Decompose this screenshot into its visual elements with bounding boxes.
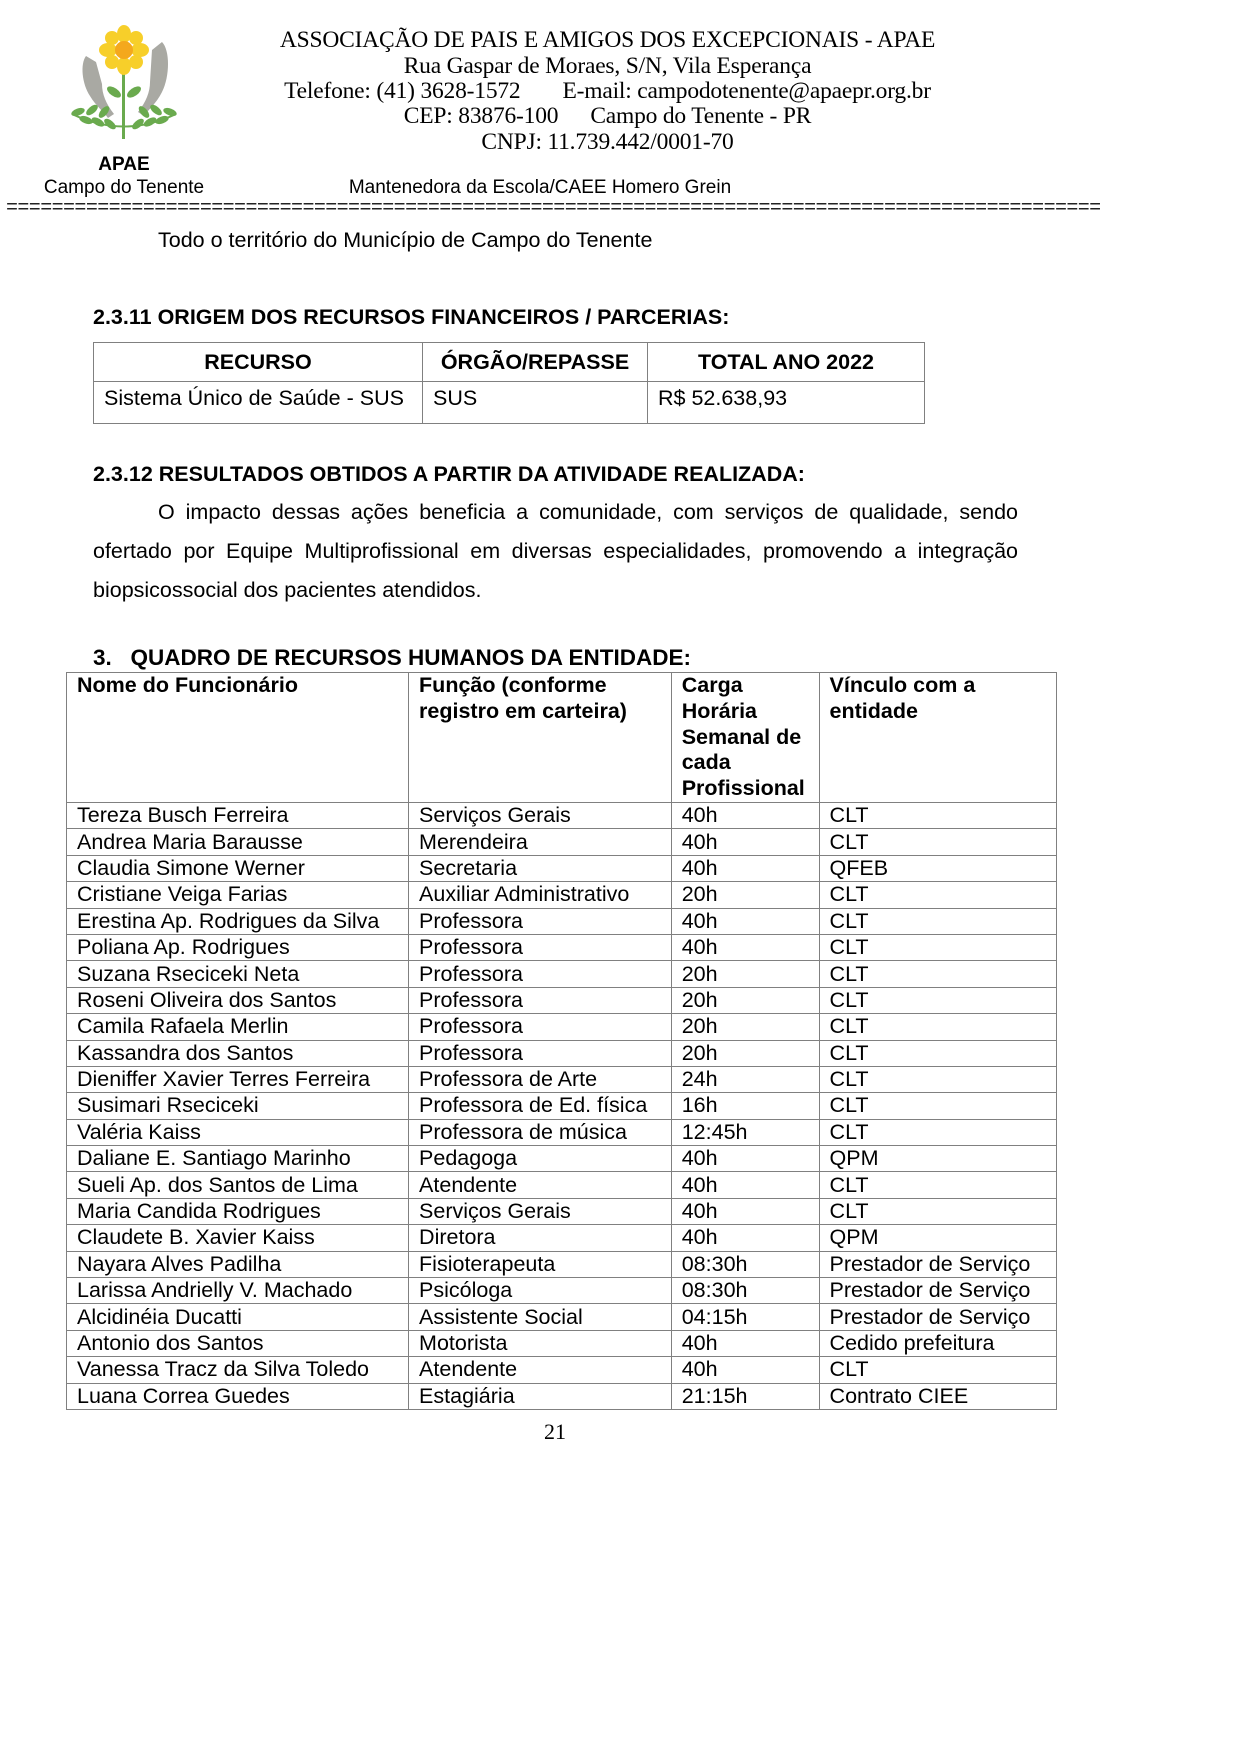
cell-name: Roseni Oliveira dos Santos bbox=[67, 987, 409, 1013]
cell-name: Alcidinéia Ducatti bbox=[67, 1304, 409, 1330]
cell-name: Poliana Ap. Rodrigues bbox=[67, 934, 409, 960]
cell-function: Psicóloga bbox=[409, 1278, 672, 1304]
territory-text: Todo o território do Município de Campo do Tenente bbox=[158, 228, 653, 252]
cell-name: Tereza Busch Ferreira bbox=[67, 802, 409, 828]
cell-function: Professora de Arte bbox=[409, 1066, 672, 1092]
cell-function: Secretaria bbox=[409, 855, 672, 881]
cell-name: Claudia Simone Werner bbox=[67, 855, 409, 881]
cell-total: R$ 52.638,93 bbox=[648, 382, 925, 424]
financial-resources-table bbox=[93, 342, 925, 424]
apae-logo bbox=[62, 14, 186, 144]
table-header-row bbox=[67, 673, 1057, 803]
cell-bond: Cedido prefeitura bbox=[819, 1330, 1056, 1356]
maintainer-line: Mantenedora da Escola/CAEE Homero Grein bbox=[348, 177, 732, 198]
cell-function: Atendente bbox=[409, 1357, 672, 1383]
cell-name: Larissa Andrielly V. Machado bbox=[67, 1278, 409, 1304]
cell-bond: Contrato CIEE bbox=[819, 1383, 1056, 1409]
cell-bond: CLT bbox=[819, 1040, 1056, 1066]
column-header-function: Função (conforme registro em carteira) bbox=[409, 673, 672, 803]
contact-line bbox=[240, 79, 975, 104]
cell-function: Estagiária bbox=[409, 1383, 672, 1409]
cell-hours: 08:30h bbox=[671, 1278, 819, 1304]
table-row bbox=[67, 1198, 1057, 1224]
cell-function: Professora bbox=[409, 908, 672, 934]
table-row bbox=[67, 987, 1057, 1013]
section-2-3-12-heading: 2.3.12 RESULTADOS OBTIDOS A PARTIR DA ATIVIDADE REALIZADA: bbox=[93, 462, 805, 486]
cell-hours: 40h bbox=[671, 908, 819, 934]
cell-bond: CLT bbox=[819, 829, 1056, 855]
column-header-total: TOTAL ANO 2022 bbox=[648, 343, 925, 382]
cell-bond: CLT bbox=[819, 1198, 1056, 1224]
cell-function: Professora bbox=[409, 1014, 672, 1040]
cell-name: Erestina Ap. Rodrigues da Silva bbox=[67, 908, 409, 934]
table-row bbox=[94, 382, 925, 424]
table-row bbox=[67, 1225, 1057, 1251]
cell-bond: CLT bbox=[819, 1066, 1056, 1092]
organization-cnpj: CNPJ: 11.739.442/0001-70 bbox=[481, 129, 734, 155]
organization-phone: Telefone: (41) 3628-1572 bbox=[284, 78, 521, 104]
table-row bbox=[67, 1066, 1057, 1092]
cell-function: Professora de música bbox=[409, 1119, 672, 1145]
cell-function: Professora bbox=[409, 987, 672, 1013]
table-row bbox=[67, 1304, 1057, 1330]
table-row bbox=[67, 961, 1057, 987]
cell-name: Luana Correa Guedes bbox=[67, 1383, 409, 1409]
cell-function: Diretora bbox=[409, 1225, 672, 1251]
cell-bond: CLT bbox=[819, 961, 1056, 987]
cell-name: Nayara Alves Padilha bbox=[67, 1251, 409, 1277]
organization-email[interactable]: E-mail: campodotenente@apaepr.org.br bbox=[562, 78, 931, 104]
cell-bond: Prestador de Serviço bbox=[819, 1278, 1056, 1304]
section-2-3-11-heading: 2.3.11 ORIGEM DOS RECURSOS FINANCEIROS / PARCERIAS: bbox=[93, 305, 730, 329]
cell-function: Professora bbox=[409, 934, 672, 960]
cell-function: Professora bbox=[409, 961, 672, 987]
cell-orgao: SUS bbox=[423, 382, 648, 424]
organization-name: ASSOCIAÇÃO DE PAIS E AMIGOS DOS EXCEPCIONAIS - APAE bbox=[279, 27, 936, 53]
table-row bbox=[67, 802, 1057, 828]
cell-name: Claudete B. Xavier Kaiss bbox=[67, 1225, 409, 1251]
cell-bond: CLT bbox=[819, 908, 1056, 934]
table-row bbox=[67, 855, 1057, 881]
organization-cep: CEP: 83876-100 bbox=[403, 103, 559, 129]
cell-function: Serviços Gerais bbox=[409, 1198, 672, 1224]
human-resources-table bbox=[66, 672, 1057, 1410]
cell-hours: 21:15h bbox=[671, 1383, 819, 1409]
cell-hours: 40h bbox=[671, 1198, 819, 1224]
cell-bond: QPM bbox=[819, 1225, 1056, 1251]
cell-function: Motorista bbox=[409, 1330, 672, 1356]
cell-hours: 40h bbox=[671, 1357, 819, 1383]
cell-hours: 40h bbox=[671, 934, 819, 960]
page-number: 21 bbox=[544, 1419, 566, 1444]
cell-name: Valéria Kaiss bbox=[67, 1119, 409, 1145]
cell-bond: Prestador de Serviço bbox=[819, 1304, 1056, 1330]
cell-name: Vanessa Tracz da Silva Toledo bbox=[67, 1357, 409, 1383]
logo-caption-name: APAE bbox=[98, 154, 150, 175]
table-row bbox=[67, 1119, 1057, 1145]
header-separator: ================================================================================================ bbox=[6, 199, 1101, 219]
cell-hours: 04:15h bbox=[671, 1304, 819, 1330]
results-paragraph bbox=[93, 493, 1018, 610]
cell-bond: Prestador de Serviço bbox=[819, 1251, 1056, 1277]
cell-function: Atendente bbox=[409, 1172, 672, 1198]
table-row bbox=[67, 1014, 1057, 1040]
cell-bond: CLT bbox=[819, 1172, 1056, 1198]
table-row bbox=[67, 1093, 1057, 1119]
column-header-bond: Vínculo com a entidade bbox=[819, 673, 1056, 803]
table-header-row bbox=[94, 343, 925, 382]
logo-caption-city: Campo do Tenente bbox=[43, 177, 205, 198]
cell-bond: QPM bbox=[819, 1146, 1056, 1172]
cell-bond: CLT bbox=[819, 1357, 1056, 1383]
cell-hours: 40h bbox=[671, 1225, 819, 1251]
cell-hours: 40h bbox=[671, 855, 819, 881]
cell-name: Maria Candida Rodrigues bbox=[67, 1198, 409, 1224]
cell-hours: 20h bbox=[671, 987, 819, 1013]
table-row bbox=[67, 1330, 1057, 1356]
cell-hours: 20h bbox=[671, 1040, 819, 1066]
table-row bbox=[67, 1251, 1057, 1277]
cell-name: Suzana Rseciceki Neta bbox=[67, 961, 409, 987]
table-row bbox=[67, 1383, 1057, 1409]
cell-name: Daliane E. Santiago Marinho bbox=[67, 1146, 409, 1172]
cell-hours: 24h bbox=[671, 1066, 819, 1092]
cell-hours: 40h bbox=[671, 1172, 819, 1198]
cell-name: Kassandra dos Santos bbox=[67, 1040, 409, 1066]
cell-bond: CLT bbox=[819, 987, 1056, 1013]
cell-hours: 08:30h bbox=[671, 1251, 819, 1277]
cell-name: Andrea Maria Barausse bbox=[67, 829, 409, 855]
cell-name: Cristiane Veiga Farias bbox=[67, 882, 409, 908]
postal-line bbox=[240, 104, 975, 129]
cell-hours: 40h bbox=[671, 1330, 819, 1356]
cell-name: Sueli Ap. dos Santos de Lima bbox=[67, 1172, 409, 1198]
cell-bond: CLT bbox=[819, 934, 1056, 960]
cell-hours: 12:45h bbox=[671, 1119, 819, 1145]
cell-name: Susimari Rseciceki bbox=[67, 1093, 409, 1119]
table-row bbox=[67, 829, 1057, 855]
cell-function: Fisioterapeuta bbox=[409, 1251, 672, 1277]
cell-function: Assistente Social bbox=[409, 1304, 672, 1330]
cell-bond: CLT bbox=[819, 882, 1056, 908]
cell-function: Auxiliar Administrativo bbox=[409, 882, 672, 908]
cell-name: Dieniffer Xavier Terres Ferreira bbox=[67, 1066, 409, 1092]
column-header-hours: Carga Horária Semanal de cada Profissional bbox=[671, 673, 819, 803]
column-header-name: Nome do Funcionário bbox=[67, 673, 409, 803]
table-row bbox=[67, 1040, 1057, 1066]
cell-bond: QFEB bbox=[819, 855, 1056, 881]
table-row bbox=[67, 1357, 1057, 1383]
cell-hours: 40h bbox=[671, 829, 819, 855]
column-header-orgao: ÓRGÃO/REPASSE bbox=[423, 343, 648, 382]
cell-function: Serviços Gerais bbox=[409, 802, 672, 828]
cell-name: Antonio dos Santos bbox=[67, 1330, 409, 1356]
cell-function: Professora bbox=[409, 1040, 672, 1066]
table-row bbox=[67, 1278, 1057, 1304]
table-row bbox=[67, 1146, 1057, 1172]
table-row bbox=[67, 934, 1057, 960]
cell-hours: 20h bbox=[671, 882, 819, 908]
cell-hours: 20h bbox=[671, 961, 819, 987]
cell-bond: CLT bbox=[819, 1093, 1056, 1119]
organization-city: Campo do Tenente - PR bbox=[590, 103, 812, 129]
cell-function: Pedagoga bbox=[409, 1146, 672, 1172]
cell-bond: CLT bbox=[819, 1119, 1056, 1145]
table-row bbox=[67, 882, 1057, 908]
organization-address: Rua Gaspar de Moraes, S/N, Vila Esperança bbox=[403, 53, 812, 79]
cell-hours: 40h bbox=[671, 1146, 819, 1172]
cell-bond: CLT bbox=[819, 802, 1056, 828]
cell-hours: 20h bbox=[671, 1014, 819, 1040]
cell-hours: 40h bbox=[671, 802, 819, 828]
results-paragraph-text: O impacto dessas ações beneficia a comunidade, com serviços de qualidade, sendo ofertado por Equipe Multiprofissional em diversas especialidades, promovendo a integração biopsicossocial dos pacientes atendidos. bbox=[93, 500, 1018, 602]
section-3-heading: 3. QUADRO DE RECURSOS HUMANOS DA ENTIDADE: bbox=[93, 645, 691, 670]
cell-name: Camila Rafaela Merlin bbox=[67, 1014, 409, 1040]
cell-hours: 16h bbox=[671, 1093, 819, 1119]
flower-hands-logo-icon bbox=[62, 14, 186, 144]
table-row bbox=[67, 908, 1057, 934]
cell-bond: CLT bbox=[819, 1014, 1056, 1040]
cell-recurso: Sistema Único de Saúde - SUS bbox=[94, 382, 423, 424]
cell-function: Merendeira bbox=[409, 829, 672, 855]
cell-function: Professora de Ed. física bbox=[409, 1093, 672, 1119]
column-header-recurso: RECURSO bbox=[94, 343, 423, 382]
table-row bbox=[67, 1172, 1057, 1198]
